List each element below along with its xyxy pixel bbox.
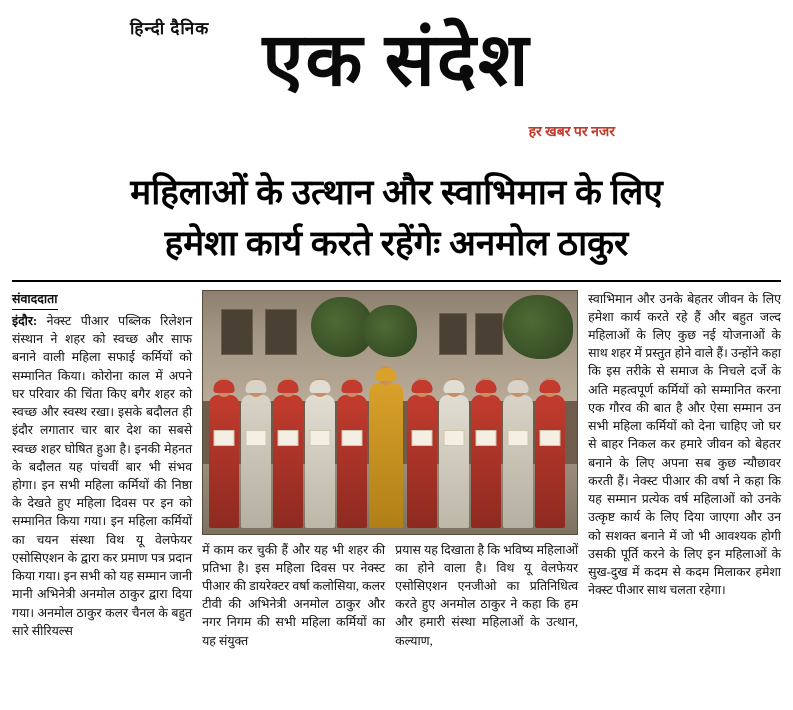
photo-person — [503, 378, 533, 528]
photo-window — [475, 313, 503, 355]
photo-person — [337, 378, 367, 528]
photo-person — [439, 378, 469, 528]
caption-column-right — [395, 541, 578, 653]
photo-person — [407, 378, 437, 528]
photo-person — [273, 378, 303, 528]
article-column-left — [12, 290, 192, 682]
article-text-left — [12, 312, 192, 640]
headline — [14, 168, 779, 270]
photo-person — [535, 378, 565, 528]
photo-person-chief-guest — [369, 366, 403, 528]
caption-column-left — [202, 541, 385, 653]
photo-person — [209, 378, 239, 528]
dateline: इंदौर: — [12, 313, 38, 328]
masthead-title: एक संदेश — [262, 20, 531, 102]
article-column-right — [588, 290, 781, 682]
caption-text-left: में काम कर चुकी हैं और यह भी शहर की प्रतिभा है। इस महिला दिवस पर नेक्स्ट पीआर की डायरेक्टर वर्षा कलोसिया, कलर टीवी की अभिनेत्री अनमोल ठाकुर और नगर निगम की सभी महिला कर्मियों का यह संयुक्त — [202, 542, 386, 648]
photo-person — [305, 378, 335, 528]
article-body-right: स्वाभिमान और उनके बेहतर जीवन के लिए हमेशा कार्य करते रहे हैं और बहुत जल्द महिलाओं के लिए कुछ नई योजनाओं के साथ शहर में प्रस्तुत होने वाले हैं। उन्होंने कहा कि इस तरीके से समाज के निचले दर्जे के अति महत्वपूर्ण कर्मियों को सम्मानित करना एक गौरव की बात है और ऐसा सम्मान उन सभी महिला कर्मियों को देना चाहिए जो घर से बाहर निकल कर हमारे जीवन को बेहतर बनाने के लिए अपना सब कुछ न्यौछावर करती हैं। नेक्स्ट पीआर की वर्षा ने कहा कि यह सम्मान प्रत्येक वर्ष महिलाओं को उनके उत्कृष्ट कार्य के लिए दिया जाएगा और उन को सशक्त बनाने में जो भी आवश्यक होगी उसकी पूर्ति करने के लिए इन महिलाओं के सुख-दुख में कदम से कदम मिलाकर हमेशा नेक्स्ट पीआर साथ चलता रहेगा। — [588, 291, 781, 598]
masthead-kicker: हिन्दी दैनिक — [130, 19, 210, 38]
article-photo — [202, 290, 578, 535]
photo-tree — [363, 305, 417, 357]
photo-window — [265, 309, 297, 355]
headline-divider — [12, 280, 781, 282]
caption-text-right: प्रयास यह दिखाता है कि भविष्य महिलाओं का होने वाला है। विथ यू वेलफेयर एसोसिएशन एनजीओ का प्रतिनिधित्व करते हुए अनमोल ठाकुर ने कहा कि हम और हमारी संस्था महिलाओं के उत्थान, कल्याण, — [395, 542, 579, 648]
masthead — [0, 0, 793, 150]
photo-person — [471, 378, 501, 528]
headline-line-2: हमेशा कार्य करते रहेंगेः अनमोल ठाकुर — [164, 223, 629, 263]
photo-caption — [202, 541, 578, 653]
photo-tree — [503, 295, 573, 359]
article-body-left: नेक्स्ट पीआर पब्लिक रिलेशन संस्थान ने शहर को स्वच्छ और साफ बनाने वाली महिला सफाई कर्मियों को सम्मानित किया। कोरोना काल में अपने घर परिवार की चिंता किए बगैर शहर को स्वच्छ और स्वस्थ रखा। इसके बदौलत ही इंदौर लगातार चार बार देश का सबसे स्वच्छ शहर घोषित हुआ है। इनकी मेहनत के बदौलत यह पांचवीं बार भी संभव होगा। इन सभी महिला कर्मियों की निष्ठा के देखते हुए महिला दिवस पर इन को सम्मानित किया गया। इन महिला कर्मियों का चयन संस्था विथ यू वेलफेयर एसोसिएशन के द्वारा कर प्रमाण पत्र प्रदान किया गया। इन सभी को यह सम्मान जानी मानी अभिनेत्री अनमोल ठाकुर द्वारा दिया गया। अनमोल ठाकुर कलर चैनल के बहुत सारे सीरियल्स — [12, 313, 193, 638]
article-body — [12, 290, 781, 682]
photo-window — [221, 309, 253, 355]
headline-line-1: महिलाओं के उत्थान और स्वाभिमान के लिए — [130, 173, 663, 212]
photo-window — [439, 313, 467, 355]
article-column-middle — [202, 290, 578, 682]
masthead-tagline: हर खबर पर नजर — [528, 125, 615, 140]
photo-person — [241, 378, 271, 528]
byline-label: संवाददाता — [12, 290, 58, 310]
